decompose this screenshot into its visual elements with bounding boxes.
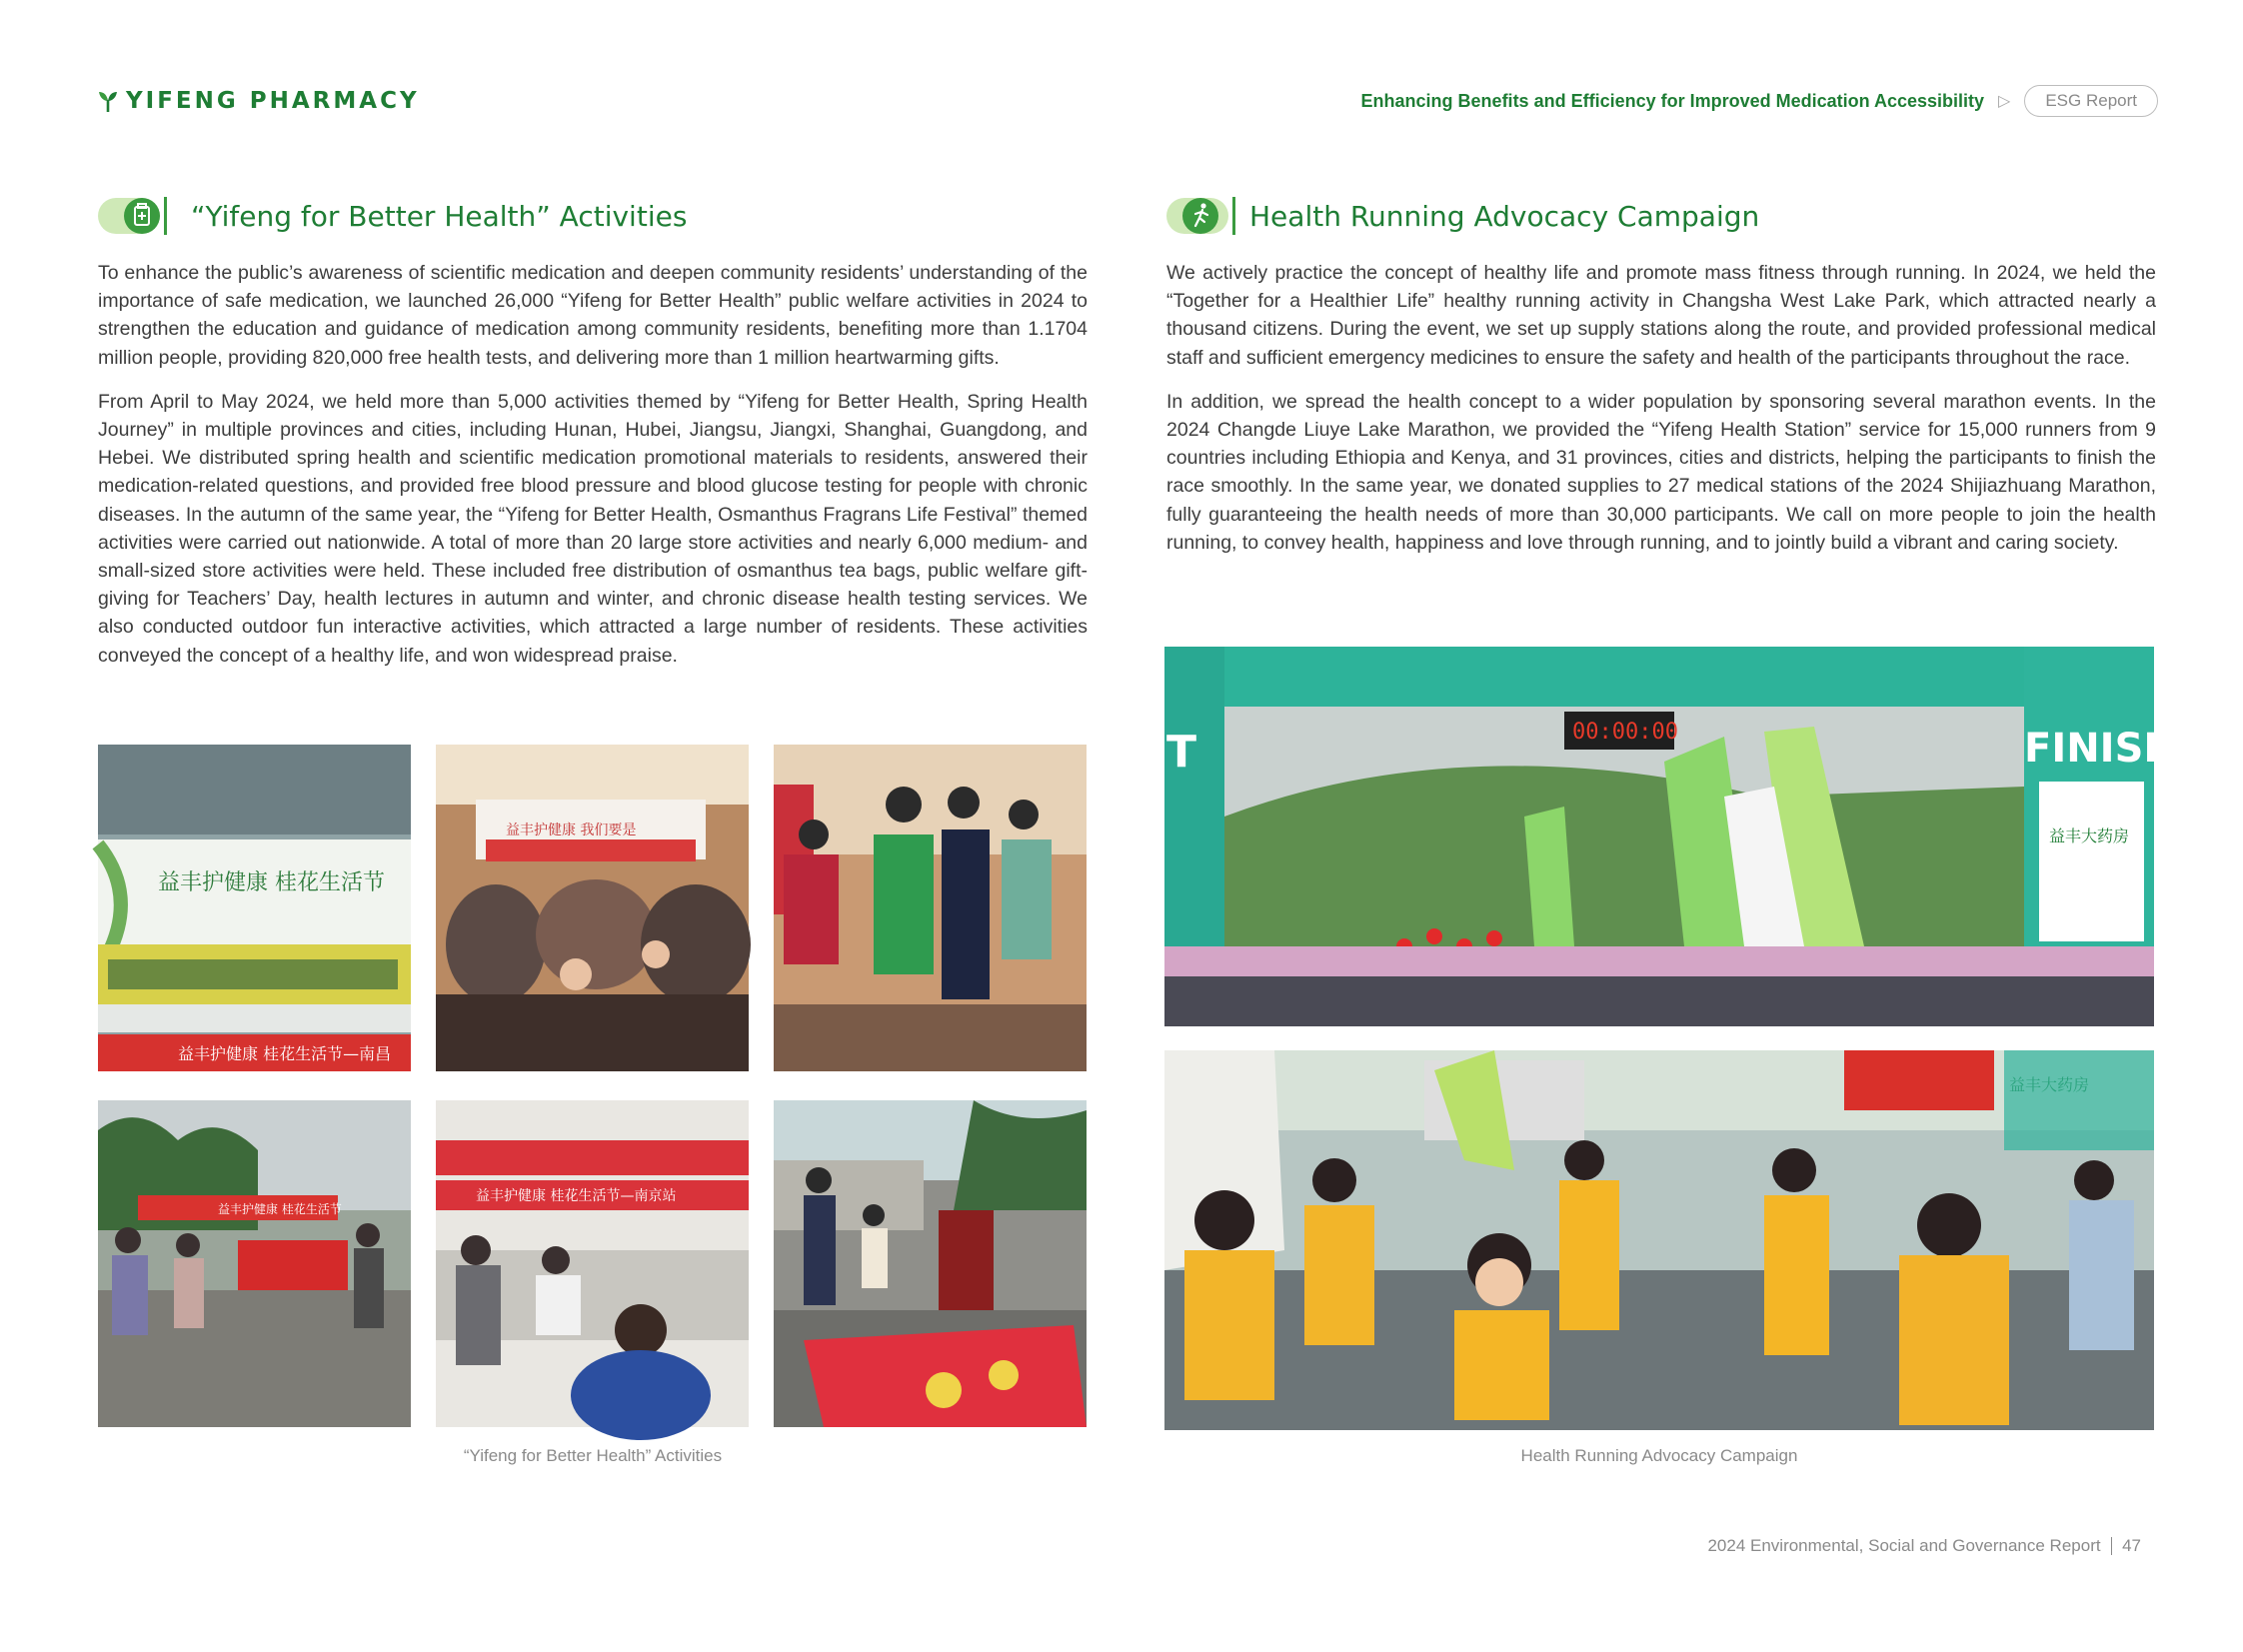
activity-photo-6 bbox=[774, 1100, 1087, 1427]
photo-1-banner: 益丰护健康 桂花生活节 bbox=[158, 870, 385, 895]
esg-report-tag: ESG Report bbox=[2024, 85, 2158, 117]
medicine-box-icon bbox=[98, 196, 162, 236]
marathon-finish-photo bbox=[1164, 647, 2177, 1026]
section-divider-bar bbox=[1232, 197, 1235, 235]
page-number: 47 bbox=[2122, 1536, 2141, 1555]
activity-photo-2 bbox=[436, 745, 749, 1071]
right-section-title: Health Running Advocacy Campaign bbox=[1249, 199, 1760, 233]
photo-2-banner: 益丰护健康 我们要是 bbox=[506, 823, 637, 838]
race-clock: 00:00:00 bbox=[1572, 720, 1678, 745]
finish-sponsor-text: 益丰大药房 bbox=[2049, 826, 2130, 845]
svg-text:T: T bbox=[1166, 727, 1197, 778]
left-photo-caption: “Yifeng for Better Health” Activities bbox=[463, 1446, 723, 1465]
left-paragraph-1: To enhance the public’s awareness of scientific medication and deepen community residents’ understanding of the importance of safe medication, we launched 26,000 “Yifeng for Better Health” public welfare activities in 2024 to strengthen the education and guidance of medication among community residents, benefiting more than 1.1704 million people, providing 820,000 free health tests, and delivering more than 1 million heartwarming gifts. bbox=[98, 262, 1088, 369]
right-photo-caption: Health Running Advocacy Campaign bbox=[1520, 1446, 1798, 1465]
marathon-runners-photo bbox=[1164, 1050, 2154, 1430]
activity-photo-1 bbox=[98, 745, 411, 1071]
right-section-header bbox=[1166, 196, 1759, 236]
left-section-title: “Yifeng for Better Health” Activities bbox=[191, 199, 688, 233]
finish-arch-text: FINISH bbox=[2024, 726, 2177, 772]
photo-4-banner: 益丰护健康 桂花生活节 bbox=[218, 1202, 342, 1216]
footer-divider bbox=[2111, 1537, 2113, 1555]
left-section-header bbox=[98, 196, 687, 236]
left-body-text bbox=[98, 259, 1088, 686]
section-divider-bar bbox=[164, 197, 167, 235]
photo-1-strip: 益丰护健康 桂花生活节—南昌 bbox=[178, 1044, 392, 1063]
yifeng-leaf-logo-icon bbox=[98, 89, 118, 113]
footer-report-title: 2024 Environmental, Social and Governance Report bbox=[1707, 1536, 2101, 1555]
brand-name: YIFENG PHARMACY bbox=[126, 88, 420, 114]
activity-photo-3 bbox=[774, 745, 1087, 1071]
chapter-tagline: Enhancing Benefits and Efficiency for Improved Medication Accessibility bbox=[1360, 90, 1985, 111]
play-arrow-icon: ▷ bbox=[1998, 93, 2011, 110]
page-footer bbox=[1707, 1536, 2141, 1556]
left-paragraph-2: From April to May 2024, we held more than 5,000 activities themed by “Yifeng for Better Health, Spring Health Journey” in multiple provinces and cities, including Hunan, Hubei, Jiangsu, Jiangxi, Shanghai, Guangdong, and Hebei. We distributed spring health and scientific medication promotional materials to residents, answered their medication-related questions, and provided free blood pressure and blood glucose testing for people with chronic diseases. In the autumn of the same year, the “Yifeng for Better Health, Osmanthus Fragrans Life Festival” themed activities were carried out nationwide. A total of more than 20 large store activities and nearly 6,000 medium- and small-sized store activities were held. These included free distribution of osmanthus tea bags, public welfare gift-giving for Teachers’ Day, health lectures in autumn and winter, and chronic disease health testing services. We also conducted outdoor fun interactive activities, which attracted a large number of residents. These activities conveyed the concept of a healthy life, and won widespread praise. bbox=[98, 390, 1088, 667]
activity-photo-4 bbox=[98, 1100, 411, 1427]
right-paragraph-2: In addition, we spread the health concept to a wider population by sponsoring several marathon events. In the 2024 Changde Liuye Lake Marathon, we provided the “Yifeng Health Station” service for 15,000 runners from 9 countries including Ethiopia and Kenya, and 31 provinces, cities and districts, helping the participants to finish the race smoothly. In the same year, we donated supplies to 27 medical stations of the 2024 Shijiazhuang Marathon, fully guaranteeing the health needs of more than 30,000 participants. We call on more people to join the health running, to convey health, happiness and love through running, and to jointly build a vibrant and caring society. bbox=[1166, 390, 2156, 554]
runner-icon bbox=[1166, 196, 1230, 236]
photo-5-banner: 益丰护健康 桂花生活节—南京站 bbox=[476, 1188, 677, 1204]
right-paragraph-1: We actively practice the concept of healthy life and promote mass fitness through running. In 2024, we held the “Together for a Healthier Life” healthy running activity in Changsha West Lake Park, which attracted nearly a thousand citizens. During the event, we set up supply stations along the route, and provided professional medical staff and sufficient emergency medicines to ensure the safety and health of the participants throughout the race. bbox=[1166, 262, 2156, 369]
header-nav bbox=[1361, 85, 2158, 117]
right-body-text bbox=[1166, 259, 2156, 573]
brand-logo bbox=[98, 88, 420, 114]
activity-photo-5 bbox=[436, 1100, 749, 1427]
